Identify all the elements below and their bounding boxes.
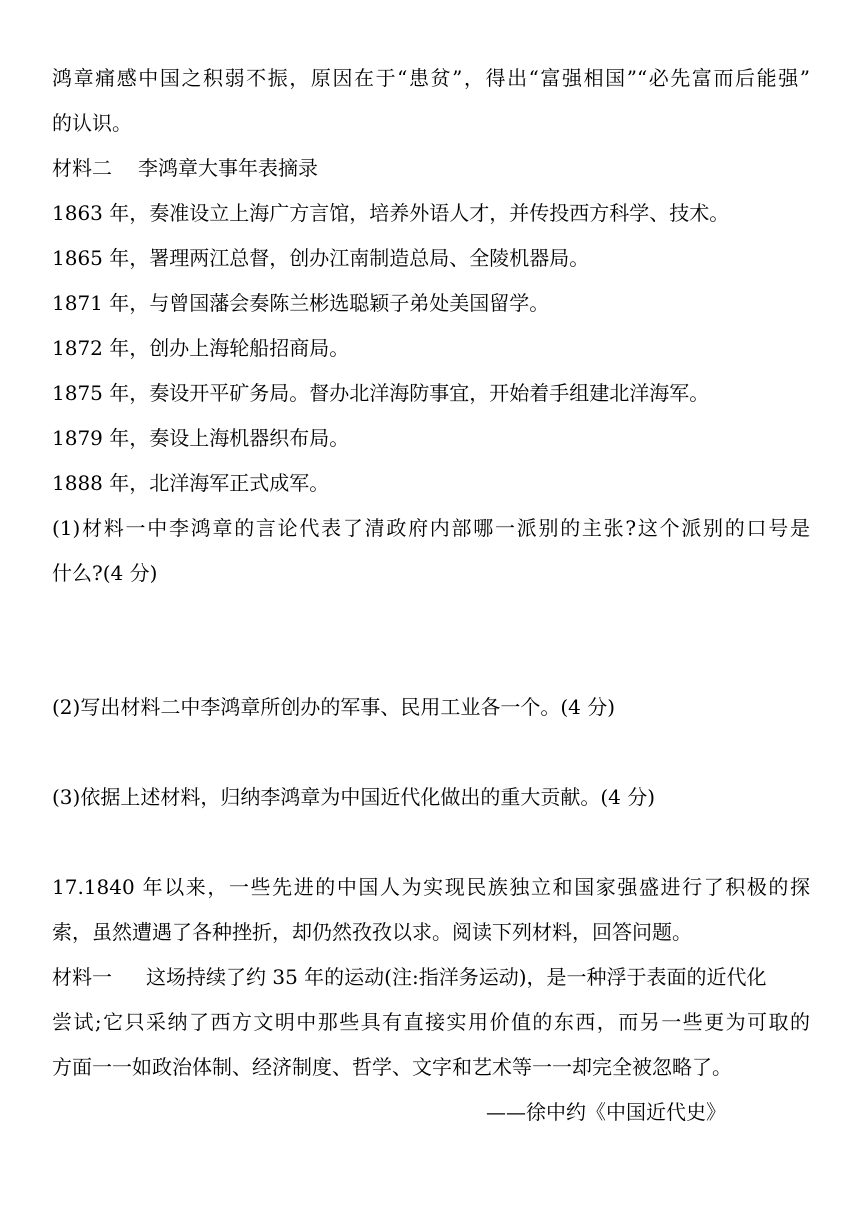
q17-source-citation: ——徐中约《中国近代史》 — [486, 1100, 726, 1124]
question-1-line-2: 什么?(4 分) — [52, 561, 158, 585]
q17-intro-line-1: 17.1840 年以来，一些先进的中国人为实现民族独立和国家强盛进行了积极的探 — [52, 875, 810, 899]
q17-material1-text: 这场持续了约 35 年的运动(注:指洋务运动)，是一种浮于表面的近代化 — [146, 965, 767, 989]
event-1875: 1875 年，奏设开平矿务局。督办北洋海防事宜，开始着手组建北洋海军。 — [52, 381, 710, 405]
event-1865: 1865 年，署理两江总督，创办江南制造总局、全陵机器局。 — [52, 246, 590, 270]
material2-title: 李鸿章大事年表摘录 — [138, 156, 318, 180]
event-1863: 1863 年，奏准设立上海广方言馆，培养外语人才，并传投西方科学、技术。 — [52, 201, 730, 225]
material2-heading — [52, 156, 810, 180]
question-1-line-1: (1)材料一中李鸿章的言论代表了清政府内部哪一派别的主张?这个派别的口号是 — [52, 516, 810, 540]
intro-line-1: 鸿章痛感中国之积弱不振，原因在于“患贫”，得出“富强相国”“必先富而后能强” — [52, 66, 810, 90]
q17-material1-line-3: 方面一一如政治体制、经济制度、哲学、文字和艺术等一一却完全被忽略了。 — [52, 1055, 732, 1079]
event-1879: 1879 年，奏设上海机器织布局。 — [52, 426, 350, 450]
event-1871: 1871 年，与曾国藩会奏陈兰彬选聪颖子弟处美国留学。 — [52, 291, 550, 315]
q17-material1-line-1 — [52, 965, 810, 989]
event-1872: 1872 年，创办上海轮船招商局。 — [52, 336, 350, 360]
q17-material1-label: 材料一 — [52, 965, 112, 989]
question-3: (3)依据上述材料，归纳李鸿章为中国近代化做出的重大贡献。(4 分) — [52, 785, 656, 809]
q17-material1-line-2: 尝试;它只采纳了西方文明中那些具有直接实用价值的东西，而另一些更为可取的 — [52, 1010, 810, 1034]
q17-intro-line-2: 索，虽然遭遇了各种挫折，却仍然孜孜以求。阅读下列材料，回答问题。 — [52, 920, 692, 944]
question-2: (2)写出材料二中李鸿章所创办的军事、民用工业各一个。(4 分) — [52, 695, 616, 719]
material2-label: 材料二 — [52, 156, 112, 180]
event-1888: 1888 年，北洋海军正式成军。 — [52, 471, 330, 495]
intro-line-2: 的认识。 — [52, 111, 132, 135]
